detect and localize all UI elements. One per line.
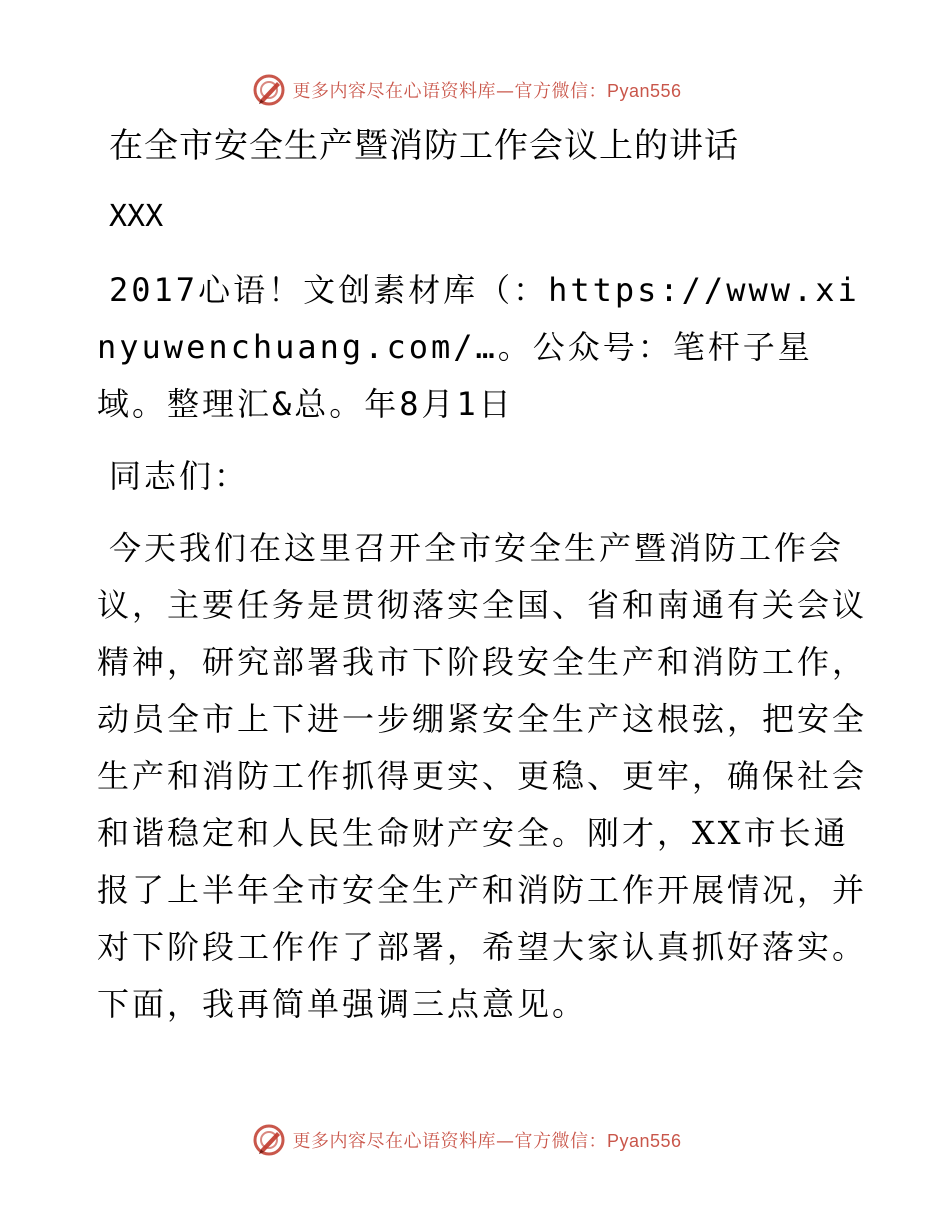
greeting: 同志们： <box>109 457 250 495</box>
document-title: 在全市安全生产暨消防工作会议上的讲话 <box>109 126 739 166</box>
document-body <box>97 120 877 1048</box>
watermark-label: 更多内容尽在心语资料库—官方微信： <box>292 81 607 102</box>
watermark-label: 更多内容尽在心语资料库—官方微信： <box>292 1131 607 1152</box>
document-author: XXX <box>109 199 164 234</box>
body-paragraph: 今天我们在这里召开全市安全生产暨消防工作会议，主要任务是贯彻落实全国、省和南通有关会议精神，研究部署我市下阶段安全生产和消防工作，动员全市上下进一步绷紧安全生产这根弦，把安全生产和消防工作抓得更实、更稳、更牢，确保社会和谐稳定和人民生命财产安全。刚才，XX市长通报了上半年全市安全生产和消防工作开展情况，并对下阶段工作作了部署，希望大家认真抓好落实。下面，我再简单强调三点意见。 <box>97 529 868 1023</box>
pen-logo-icon <box>252 1123 286 1157</box>
watermark-banner-top <box>0 70 950 110</box>
watermark-banner-bottom <box>0 1120 950 1160</box>
pen-logo-icon <box>252 73 286 107</box>
watermark-text <box>292 77 681 103</box>
source-note: 2017心语！文创素材库（：https://www.xinyuwenchuang.com/…。公众号：笔杆子星域。整理汇&总。年8月1日 <box>97 271 860 423</box>
watermark-wechat-id: Pyan556 <box>606 81 682 101</box>
watermark-text <box>292 1127 681 1153</box>
watermark-wechat-id: Pyan556 <box>606 1131 682 1151</box>
